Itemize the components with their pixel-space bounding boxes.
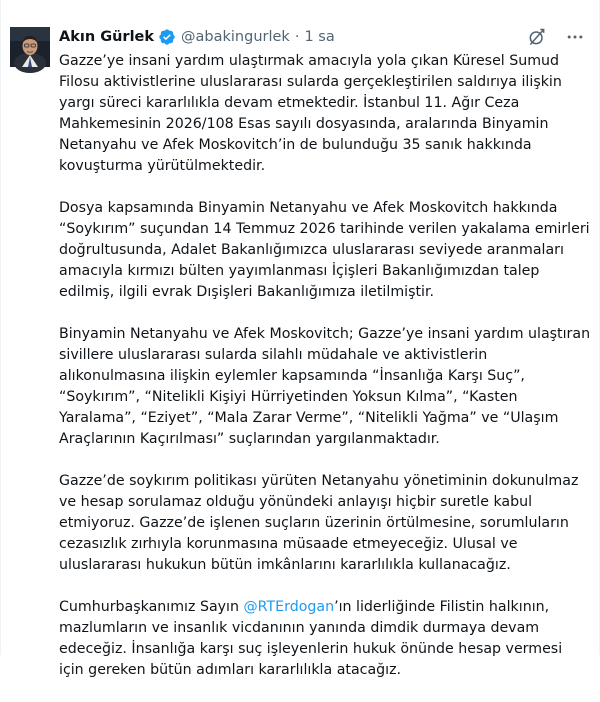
tweet-actions — [527, 27, 585, 47]
verified-badge-icon[interactable] — [158, 28, 176, 46]
separator-dot: · — [294, 29, 300, 45]
tweet-paragraph: Binyamin Netanyahu ve Afek Moskovitch; Gazze’ye insani yardım ulaştıran sivillere uluslararası sularda silahlı müdahale ve aktivistlerin alıkonulmasına ilişkin eylemler kapsamında “İnsanlığa Karşı Suç”, “Soykırım”, “Nitelikli Kişiyi Hürriyetinden Yoksun Kılma”, “Kasten Yaralama”, “Eziyet”, “Mala Zarar Verme”, “Nitelikli Yağma” ve “Ulaşım Araçlarının Kaçırılması” suçlarından yargılanmaktadır. — [59, 326, 591, 447]
tweet-header — [59, 26, 335, 48]
mention-link[interactable]: @RTErdogan — [243, 599, 335, 615]
tweet-text: ’ın liderliğinde Filistin halkının, mazlumların ve insanlık vicdanının yanında dimdik durmaya devam edeceğiz. İnsanlığa karşı suç işleyenlerin hukuk önünde hesap vermesi için gereken bütün adımları kararlılıkla atacağız. — [59, 599, 563, 678]
tweet-paragraph — [59, 597, 591, 681]
tweet-body — [59, 51, 591, 702]
tweet-paragraph: Gazze’de soykırım politikası yürüten Netanyahu yönetiminin dokunulmaz ve hesap sorulamaz olduğu yönündeki anlayışı hiçbir suretle kabul etmiyoruz. Gazze’de işlenen suçların üzerinin örtülmesine, sorumluların cezasızlık zırhıyla korunmasına müsaade etmeyeceğiz. Ulusal ve uluslararası hukukun bütün imkânlarını kararlılıkla kullanacağız. — [59, 473, 579, 573]
author-handle[interactable]: @abakingurlek — [181, 29, 290, 45]
timestamp[interactable]: 1 sa — [304, 29, 335, 45]
avatar[interactable] — [10, 27, 50, 67]
tweet-paragraph: Gazze’ye insani yardım ulaştırmak amacıyla yola çıkan Küresel Sumud Filosu aktivistlerine uluslararası sularda gerçekleştirilen saldırıya ilişkin yargı süreci kararlılıkla devam etmektedir. İstanbul 11. Ağır Ceza Mahkemesinin 2026/108 Esas sayılı dosyasında, aralarında Binyamin Netanyahu ve Afek Moskovitch’in de bulunduğu 35 sanık hakkında kovuşturma yürütülmektedir. — [59, 53, 562, 174]
grok-icon[interactable] — [527, 27, 547, 47]
more-icon[interactable] — [565, 27, 585, 47]
tweet-paragraph: Dosya kapsamında Binyamin Netanyahu ve Afek Moskovitch hakkında “Soykırım” suçundan 14 Temmuz 2026 tarihinde verilen yakalama emirleri doğrultusunda, Adalet Bakanlığımızca uluslararası seviyede aranmaları amacıyla kırmızı bülten yayımlanması İçişleri Bakanlığımızdan talep edilmiş, ilgili evrak Dışişleri Bakanlığımıza iletilmiştir. — [59, 200, 590, 300]
profile-photo — [10, 27, 50, 67]
author-display-name[interactable]: Akın Gürlek — [59, 29, 155, 45]
tweet-text: Cumhurbaşkanımız Sayın — [59, 599, 244, 615]
